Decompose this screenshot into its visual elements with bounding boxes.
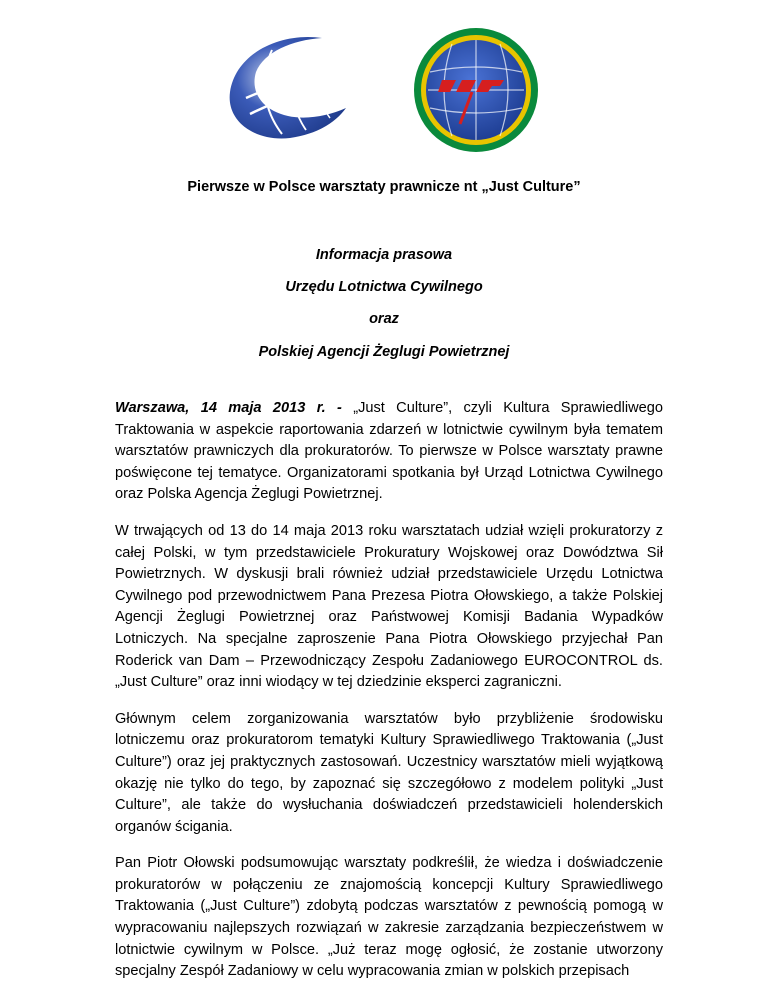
paragraph-3: Głównym celem zorganizowania warsztatów było przybliżenie środowisku lotniczemu oraz prokuratorom tematyki Kultury Sprawiedliwego Traktowania („Just Culture”) oraz jej praktycznych zastosowań. Uczestnicy warsztatów mieli wyjątkową okazję nie tylko do tego, by zapoznać się szczegółowo z modelem polityki „Just Culture”, ale także do wysłuchania doświadczeń przedstawicieli holenderskich organów ścigania. xyxy=(115,710,663,835)
paragraph-2: W trwających od 13 do 14 maja 2013 roku warsztatach udział wzięli prokuratorzy z całej Polski, w tym przedstawiciele Prokuratury Wojskowej oraz Dowództwa Sił Powietrznych. W dyskusji brali również udział przedstawiciele Urzędu Lotnictwa Cywilnego pod przewodnictwem Pana Prezesa Piotra Ołowskiego, a także Polskiej Agencji Żeglugi Powietrznej oraz Państwowej Komisji Badania Wypadków Lotniczych. Na specjalne zaproszenie Pana Piotra Ołowskiego przyjechał Pan Roderick van Dam – Przewodniczący Zespołu Zadaniowego EUROCONTROL ds. „Just Culture” oraz inni wiodący w tej dziedzinie eksperci zagraniczni. xyxy=(115,522,663,691)
article-body xyxy=(115,398,663,998)
press-release-label: Informacja prasowa xyxy=(315,247,453,263)
page-title: Pierwsze w Polsce warsztaty prawnicze nt „Just Culture” xyxy=(187,179,581,195)
dateline: Warszawa, 14 maja 2013 r. - xyxy=(115,400,342,416)
paragraph-1-text: „Just Culture”, czyli Kultura Sprawiedliwego Traktowania w aspekcie raportowania zdarzeń w lotnictwie cywilnym była tematem warsztatów prawniczych dla prokuratorów. To pierwsze w Polsce warsztaty prawne poświęcone tej tematyce. Organizatorami spotkania był Urząd Lotnictwa Cywilnego oraz Polska Agencja Żeglugi Powietrznej. xyxy=(115,400,663,503)
issuer-ulc: Urzędu Lotnictwa Cywilnego xyxy=(285,279,483,295)
issuer-conjunction: oraz xyxy=(369,311,399,327)
paragraph-1 xyxy=(115,398,663,506)
issuer-pazp: Polskiej Agencji Żeglugi Powietrznej xyxy=(258,344,510,360)
paragraph-4: Pan Piotr Ołowski podsumowując warsztaty podkreślił, że wiedza i doświadczenie prokuratorów w połączeniu ze znajomością koncepcji Kultury Sprawiedliwego Traktowania („Just Culture”) zdobytą podczas warsztatów z pewnością pomogą w wypracowaniu najlepszych rozwiązań w zakresie zarządzania bezpieczeństwem w lotnictwie cywilnym w Polsce. „Już teraz mogę ogłosić, że zostanie utworzony specjalny Zespół Zadaniowy w celu wypracowania zmian w polskich przepisach xyxy=(115,855,663,980)
logo-header xyxy=(0,0,768,160)
pazp-logo xyxy=(412,26,540,154)
ulc-logo xyxy=(222,30,352,145)
